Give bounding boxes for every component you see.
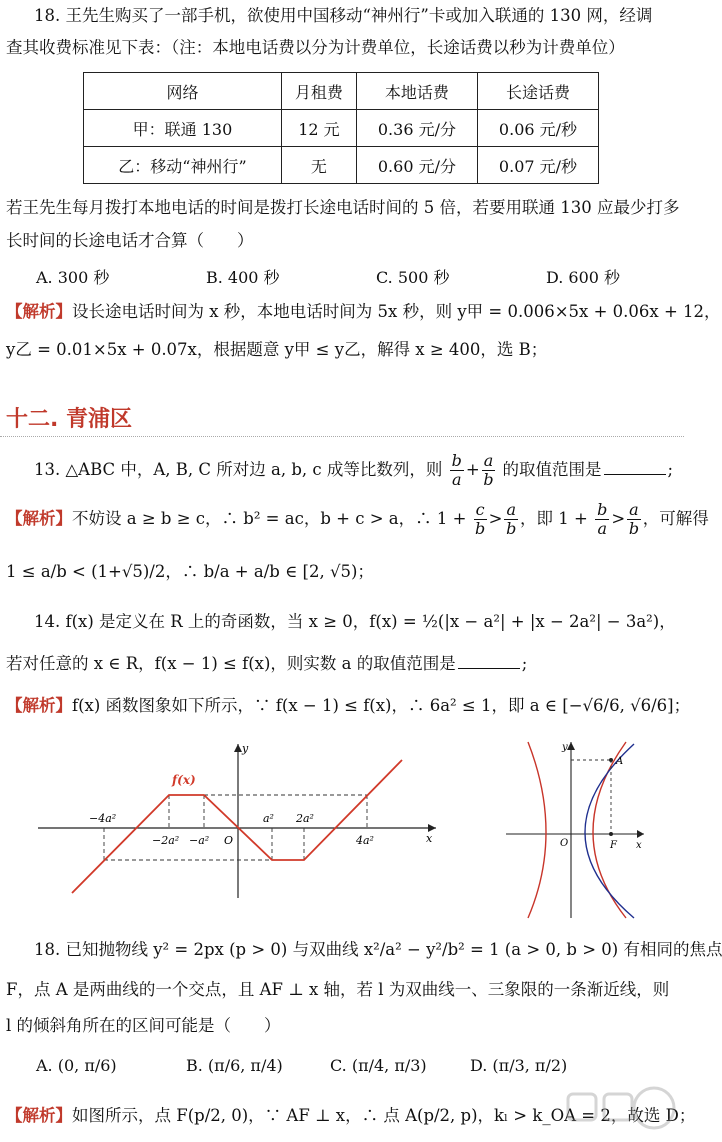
tick-label: −4a² [89,812,117,825]
hyperbola-right-branch [593,742,626,918]
fee-table [83,72,599,184]
table-cell: 0.06 元/秒 [477,110,598,147]
table-header: 本地话费 [356,73,477,110]
q18b-option-c: C. (π/4, π/3) [330,1056,427,1075]
section-divider [0,436,684,437]
table-cell: 乙：移动“神州行” [84,147,282,184]
table-row [84,73,599,110]
table-cell: 甲：联通 130 [84,110,282,147]
q13-solution-line2: 1 ≤ a/b < (1+√5)/2，∴ b/a + a/b ∈ [2, √5)； [6,562,374,581]
q14-stem-line2: 若对任意的 x ∈ R，f(x − 1) ≤ f(x)，则实数 a 的取值范围是 ; [6,654,528,673]
section-title: 十二. 青浦区 [6,407,133,432]
q18b-stem-line3: l 的倾斜角所在的区间可能是（ ） [6,1016,281,1035]
table-row [84,147,599,184]
point-a [609,758,613,762]
focus-label: F [610,840,617,851]
fraction-a-over-b: $\frac{a}{b}$ [628,500,640,538]
q13-solution-b: ，即 1 + [520,509,588,528]
tick-label: 2a² [296,812,314,825]
y-axis-label: y [242,742,249,755]
q18-option-b: B. 400 秒 [206,268,280,287]
q14-solution-text: f(x) 函数图象如下所示，∵ f(x − 1) ≤ f(x)，∴ 6a² ≤ 1，即 a ∈ [−√6/6, √6/6]； [72,696,691,715]
q18-line1: 18. 王先生购买了一部手机，欲使用中国移动“神州行”卡或加入联通的 130 网，经调 [34,6,653,25]
jiexi-tag: 【解析】 [6,509,72,528]
hyperbola-left-branch [528,742,546,918]
q13-solution-c: ，可解得 [642,509,709,528]
table-header: 长途话费 [477,73,598,110]
q13-stem-a: 13. △ABC 中，A, B, C 所对边 a, b, c 成等比数列，则 [34,460,443,479]
table-cell: 12 元 [281,110,356,147]
q18b-solution-text: 如图所示，点 F(p/2, 0)，∵ AF ⊥ x，∴ 点 A(p/2, p)，kₗ > k_OA = 2，故选 D； [72,1106,696,1125]
table-cell: 0.36 元/分 [356,110,477,147]
q18-solution-line2: y乙 = 0.01×5x + 0.07x，根据题意 y甲 ≤ y乙，解得 x ≥ 400，选 B； [6,340,548,359]
fraction-b-over-a: $\frac{b}{a}$ [597,500,608,538]
point-a-label: A [616,756,624,767]
answer-blank [604,460,666,475]
q13-solution-line1: 【解析】不妨设 a ≥ b ≥ c，∴ b² = ac，b + c > a，∴ 1 + $\frac{c}{b}$ > $\frac{a}{b}$ ，即 1 + $\frac{b}{a}$ > $\frac{a}{b}$ ，可解得 [6,500,709,538]
function-curve [72,760,402,893]
fx-label: f(x) [172,773,196,787]
q14-solution [6,696,690,716]
x-axis-arrow [637,830,644,838]
point-f [609,832,613,836]
y-axis-arrow [234,744,242,752]
q14-stem-text: 若对任意的 x ∈ R，f(x − 1) ≤ f(x)，则实数 a 的取值范围是 [6,654,456,673]
q18-option-c: C. 500 秒 [376,268,450,287]
x-axis-arrow [428,824,436,832]
q18-option-a: A. 300 秒 [36,268,110,287]
fraction-b-over-a: $\frac{b}{a}$ [451,451,462,489]
q18b-option-b: B. (π/6, π/4) [186,1056,283,1075]
x-axis-label: x [426,832,433,845]
answer-blank [458,654,520,669]
q13-stem-b: 的取值范围是 [502,460,602,479]
q18-line2: 查其收费标准见下表：（注：本地电话费以分为计费单位，长途话费以秒为计费单位） [6,38,625,57]
tick-label: −2a² [152,834,180,847]
function-graph-figure [34,738,444,900]
table-row [84,110,599,147]
conic-figure [500,738,650,920]
q18-line3: 若王先生每月拨打本地电话的时间是拨打长途电话时间的 5 倍，若要用联通 130 应最少打多 [6,198,680,217]
q18b-option-d: D. (π/3, π/2) [470,1056,568,1075]
table-cell: 无 [281,147,356,184]
q18b-stem-line2: F，点 A 是两曲线的一个交点，且 AF ⊥ x 轴，若 l 为双曲线一、三象限的一条渐近线，则 [6,980,670,999]
q18-option-d: D. 600 秒 [546,268,621,287]
fraction-a-over-b: $\frac{a}{b}$ [483,451,494,489]
tick-label: a² [263,812,274,825]
q18b-stem-line1: 18. 已知抛物线 y² = 2px (p > 0) 与双曲线 x²/a² − y²/b² = 1 (a > 0, b > 0) 有相同的焦点 [34,940,722,959]
y-axis-arrow [567,742,575,750]
jiexi-tag: 【解析】 [6,1106,72,1125]
q18-line4: 长时间的长途电话才合算（ ） [6,231,254,250]
q13-solution-a: 不妨设 a ≥ b ≥ c，∴ b² = ac，b + c > a，∴ 1 + [72,509,467,528]
origin-label: O [560,838,569,849]
q18-solution-text: 设长途电话时间为 x 秒，本地电话时间为 5x 秒，则 y甲 = 0.006×5x + 0.06x + 12， [72,302,721,321]
fraction-c-over-b: $\frac{c}{b}$ [475,500,486,538]
y-axis-label: y [562,742,568,753]
table-header: 月租费 [281,73,356,110]
tick-label: −a² [189,834,210,847]
table-header: 网络 [84,73,282,110]
jiexi-tag: 【解析】 [6,696,72,715]
tick-label: 4a² [356,834,374,847]
q13-stem: 13. △ABC 中，A, B, C 所对边 a, b, c 成等比数列，则 $\frac{b}{a}$ + $\frac{a}{b}$ 的取值范围是 ; [34,451,674,489]
table-cell: 0.60 元/分 [356,147,477,184]
origin-label: O [224,834,234,847]
table-cell: 0.07 元/秒 [477,147,598,184]
jiexi-tag: 【解析】 [6,302,72,321]
x-axis-label: x [636,840,642,851]
q18b-option-a: A. (0, π/6) [36,1056,117,1075]
q18-solution-line1 [6,302,721,322]
watermark-logo [558,1082,678,1138]
q14-stem-line1: 14. f(x) 是定义在 R 上的奇函数，当 x ≥ 0，f(x) = ½(|x − a²| + |x − 2a²| − 3a²)， [34,612,676,631]
fraction-a-over-b: $\frac{a}{b}$ [506,500,517,538]
